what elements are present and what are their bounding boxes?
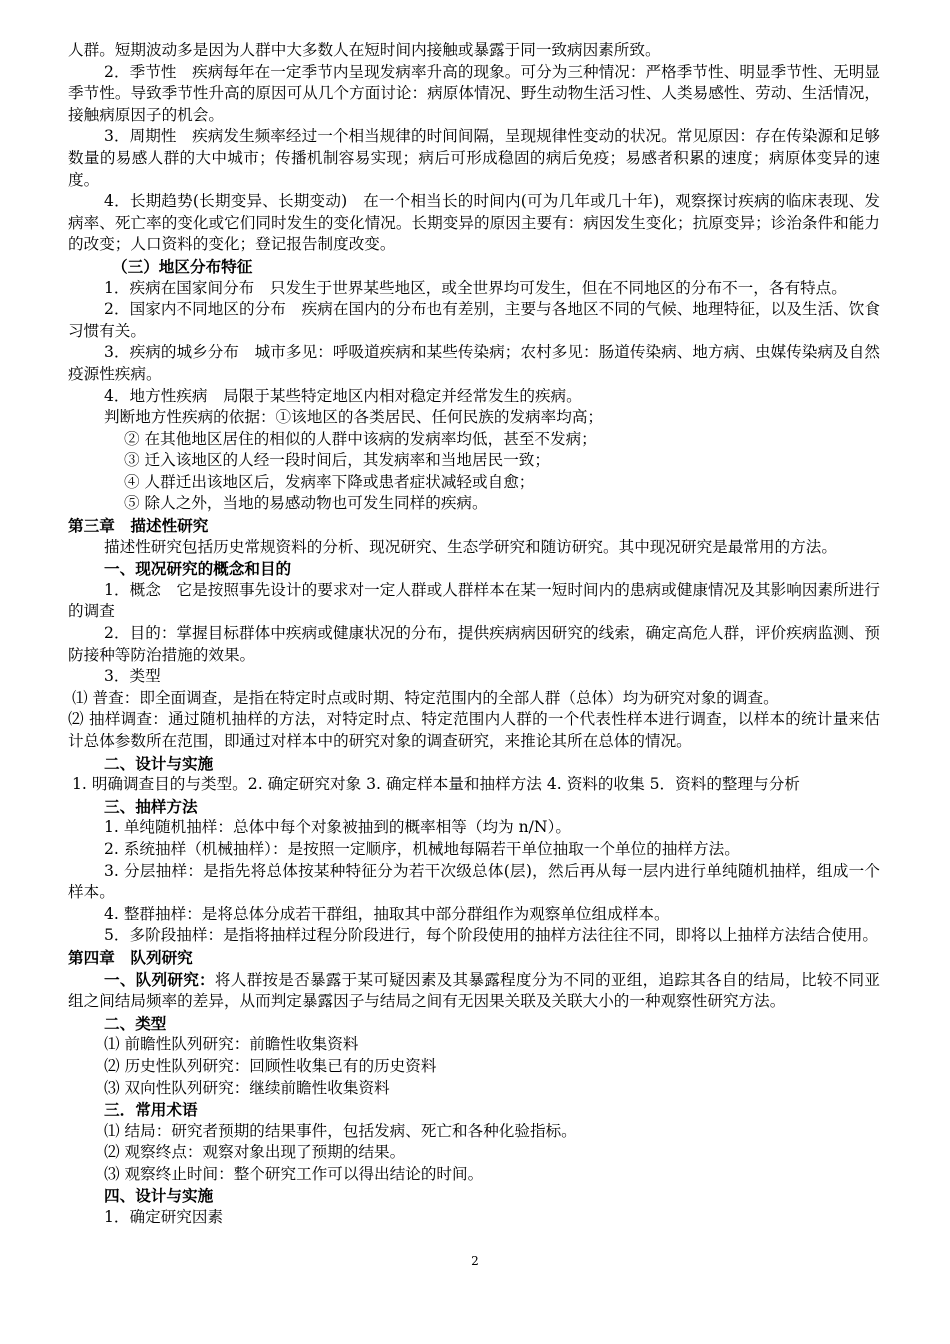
paragraph: 2．季节性 疾病每年在一定季节内呈现发病率升高的现象。可分为三种情况：严格季节性、明显季节性、无明显季节性。导致季节性升高的原因可从几个方面讨论：病原体情况、野生动物生活习性、人类易感性、劳动、生活情况，接触病原因子的机会。 <box>68 62 880 124</box>
section-heading: 二、设计与实施 <box>104 753 214 773</box>
list-item: ⑵ 历史性队列研究：回顾性收集已有的历史资料 <box>104 1056 437 1075</box>
list-item: 1．确定研究因素 <box>104 1208 224 1227</box>
document-body <box>68 40 880 1229</box>
list-item: ④ 人群迁出该地区后，发病率下降或患者症状减轻或自愈； <box>124 472 535 491</box>
list-item: ⑴ 普查：即全面调查，是指在特定时点或时期、特定范围内的全部人群（总体）均为研究对象的调查。 <box>72 688 779 707</box>
paragraph: 4．地方性疾病 局限于某些特定地区内相对稳定并经常发生的疾病。 <box>104 386 582 405</box>
chapter-heading: 第四章 队列研究 <box>68 947 193 967</box>
paragraph: 3．疾病的城乡分布 城市多见：呼吸道疾病和某些传染病；农村多见：肠道传染病、地方病、虫媒传染病及自然疫源性疾病。 <box>68 343 880 383</box>
section-heading: 四、设计与实施 <box>104 1186 214 1206</box>
list-item: ⑶ 双向性队列研究：继续前瞻性收集资料 <box>104 1078 390 1097</box>
paragraph: 2．目的：掌握目标群体中疾病或健康状况的分布，提供疾病病因研究的线索，确定高危人群，评价疾病监测、预防接种等防治措施的效果。 <box>68 624 880 664</box>
paragraph: 人群。短期波动多是因为人群中大多数人在短时间内接触或暴露于同一致病因素所致。 <box>68 41 661 59</box>
list-item: ② 在其他地区居住的相似的人群中该病的发病率均低，甚至不发病； <box>124 429 597 448</box>
list-item: 1. 单纯随机抽样：总体中每个对象被抽到的概率相等（均为 n/N）。 <box>104 818 571 837</box>
list-item: ⑴ 前瞻性队列研究：前瞻性收集资料 <box>104 1035 359 1054</box>
section-heading: 三．常用术语 <box>104 1100 198 1120</box>
paragraph: 判断地方性疾病的依据：①该地区的各类居民、任何民族的发病率均高； <box>104 408 604 427</box>
section-heading-inline: 一、队列研究： <box>104 969 215 989</box>
paragraph-text: 将人群按是否暴露于某可疑因素及其暴露程度分为不同的亚组，追踪其各自的结局，比较不同亚组之间结局频率的差异，从而判定暴露因子与结局之间有无因果关联及关联大小的一种观察性研究方法。 <box>68 970 880 1011</box>
paragraph: 3．周期性 疾病发生频率经过一个相当规律的时间间隔，呈现规律性变动的状况。常见原因：存在传染源和足够数量的易感人群的大中城市；传播机制容易实现；病后可形成稳固的病后免疫；易感者积累的速度；病原体变异的速度。 <box>68 127 880 189</box>
list-item: ⑵ 观察终点：观察对象出现了预期的结果。 <box>104 1143 406 1162</box>
paragraph: 1．疾病在国家间分布 只发生于世界某些地区，或全世界均可发生，但在不同地区的分布不一，各有特点。 <box>104 278 847 297</box>
paragraph: 4. 整群抽样：是将总体分成若干群组，抽取其中部分群组作为观察单位组成样本。 <box>104 904 670 923</box>
list-item: ⑴ 结局：研究者预期的结果事件，包括发病、死亡和各种化验指标。 <box>104 1121 577 1140</box>
paragraph <box>68 969 880 1013</box>
list-item: 2. 系统抽样（机械抽样）：是按照一定顺序，机械地每隔若干单位抽取一个单位的抽样方法。 <box>104 839 740 858</box>
paragraph: 2．国家内不同地区的分布 疾病在国内的分布也有差别，主要与各地区不同的气候、地理特征，以及生活、饮食习惯有关。 <box>68 300 880 340</box>
paragraph: 5．多阶段抽样：是指将抽样过程分阶段进行，每个阶段使用的抽样方法往往不同，即将以上抽样方法结合使用。 <box>104 926 879 945</box>
paragraph: 1. 明确调查目的与类型。2. 确定研究对象 3. 确定样本量和抽样方法 4. 资料的收集 5．资料的整理与分析 <box>72 775 800 794</box>
paragraph: 1．概念 它是按照事先设计的要求对一定人群或人群样本在某一短时间内的患病或健康情况及其影响因素所进行的调查 <box>68 580 880 621</box>
paragraph: 4．长期趋势(长期变异、长期变动) 在一个相当长的时间内(可为几年或几十年)，观察探讨疾病的临床表现、发病率、死亡率的变化或它们同时发生的变化情况。长期变异的原因主要有：病因发生变化；抗原变异；诊治条件和能力的改变；人口资料的变化；登记报告制度改变。 <box>68 192 880 254</box>
section-heading: 一、现况研究的概念和目的 <box>104 559 292 579</box>
paragraph: 3．类型 <box>104 667 161 686</box>
list-item: ⑤ 除人之外，当地的易感动物也可发生同样的疾病。 <box>124 494 488 513</box>
paragraph: 描述性研究包括历史常规资料的分析、现况研究、生态学研究和随访研究。其中现况研究是最常用的方法。 <box>104 537 837 556</box>
paragraph: 3. 分层抽样：是指先将总体按某种特征分为若干次级总体(层)，然后再从每一层内进行单纯随机抽样，组成一个样本。 <box>68 861 880 902</box>
list-item: ⑶ 观察终止时间：整个研究工作可以得出结论的时间。 <box>104 1164 484 1183</box>
section-heading: （三）地区分布特征 <box>112 256 253 276</box>
section-heading: 二、类型 <box>104 1013 167 1033</box>
list-item: ③ 迁入该地区的人经一段时间后，其发病率和当地居民一致； <box>124 451 550 470</box>
page-number: 2 <box>471 1254 479 1268</box>
section-heading: 三、抽样方法 <box>104 796 198 816</box>
paragraph: ⑵ 抽样调查：通过随机抽样的方法，对特定时点、特定范围内人群的一个代表性样本进行调查，以样本的统计量来估计总体参数所在范围，即通过对样本中的研究对象的调查研究，来推论其所在总体的情况。 <box>68 710 880 750</box>
chapter-heading: 第三章 描述性研究 <box>68 516 209 536</box>
